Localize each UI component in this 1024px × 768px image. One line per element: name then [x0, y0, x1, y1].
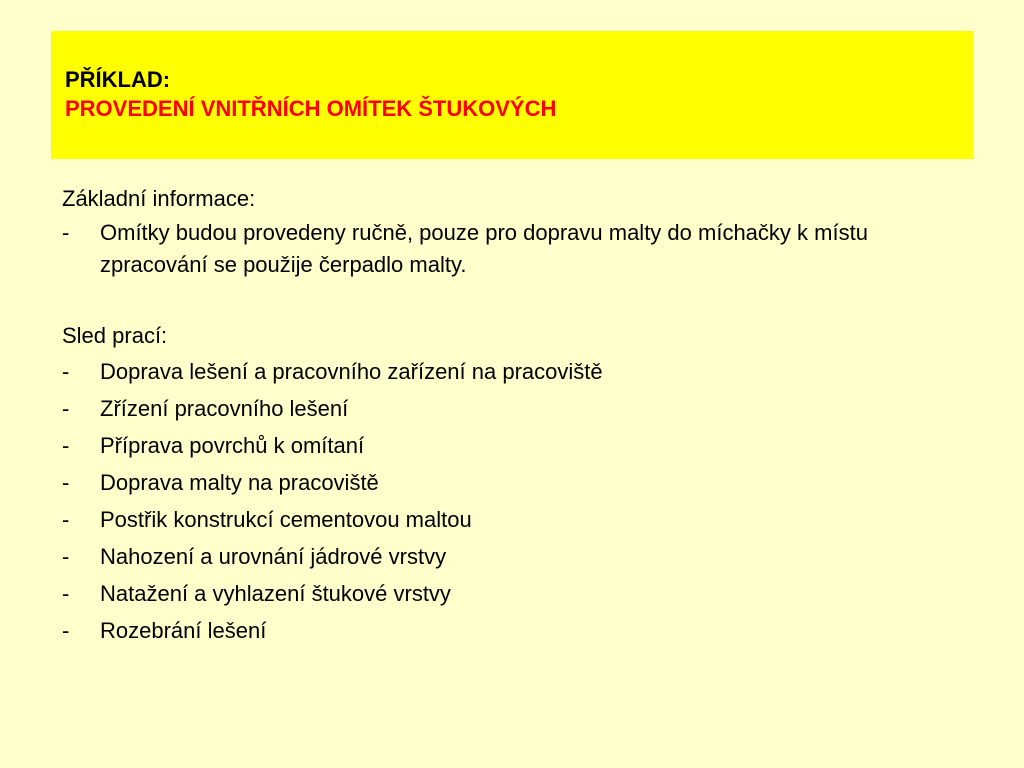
basic-info-list	[62, 216, 962, 281]
list-item-text: Doprava malty na pracoviště	[100, 470, 379, 495]
list-item	[62, 575, 962, 612]
slide-title: PROVEDENÍ VNITŘNÍCH OMÍTEK ŠTUKOVÝCH	[65, 96, 557, 121]
bullet-marker: -	[62, 470, 70, 495]
list-item	[62, 216, 962, 281]
slide-label: PŘÍKLAD:	[65, 67, 171, 92]
work-sequence-heading: Sled prací:	[62, 323, 168, 348]
list-item	[62, 538, 962, 575]
bullet-marker: -	[62, 618, 70, 643]
list-item-text: Doprava lešení a pracovního zařízení na pracoviště	[100, 359, 603, 384]
list-item	[62, 390, 962, 427]
bullet-marker: -	[62, 220, 70, 245]
spacer	[62, 281, 962, 319]
bullet-marker: -	[62, 359, 70, 384]
list-item-text: Natažení a vyhlazení štukové vrstvy	[100, 581, 451, 606]
list-item	[62, 501, 962, 538]
list-item-text: Nahození a urovnání jádrové vrstvy	[100, 544, 447, 569]
basic-info-heading: Základní informace:	[62, 186, 256, 211]
list-item-text: Postřik konstrukcí cementovou maltou	[100, 507, 472, 532]
list-item	[62, 612, 962, 649]
bullet-marker: -	[62, 544, 70, 569]
list-item-text: Příprava povrchů k omítaní	[100, 433, 365, 458]
work-sequence-list	[62, 353, 962, 649]
bullet-marker: -	[62, 396, 70, 421]
list-item-text: Omítky budou provedeny ručně, pouze pro dopravu malty do míchačky k místu zpracování se použije čerpadlo malty.	[100, 220, 868, 277]
list-item-text: Rozebrání lešení	[100, 618, 267, 643]
bullet-marker: -	[62, 507, 70, 532]
bullet-marker: -	[62, 433, 70, 458]
list-item	[62, 353, 962, 390]
list-item	[62, 464, 962, 501]
list-item-text: Zřízení pracovního lešení	[100, 396, 349, 421]
bullet-marker: -	[62, 581, 70, 606]
title-box	[51, 31, 973, 159]
slide-content	[62, 182, 962, 649]
list-item	[62, 427, 962, 464]
